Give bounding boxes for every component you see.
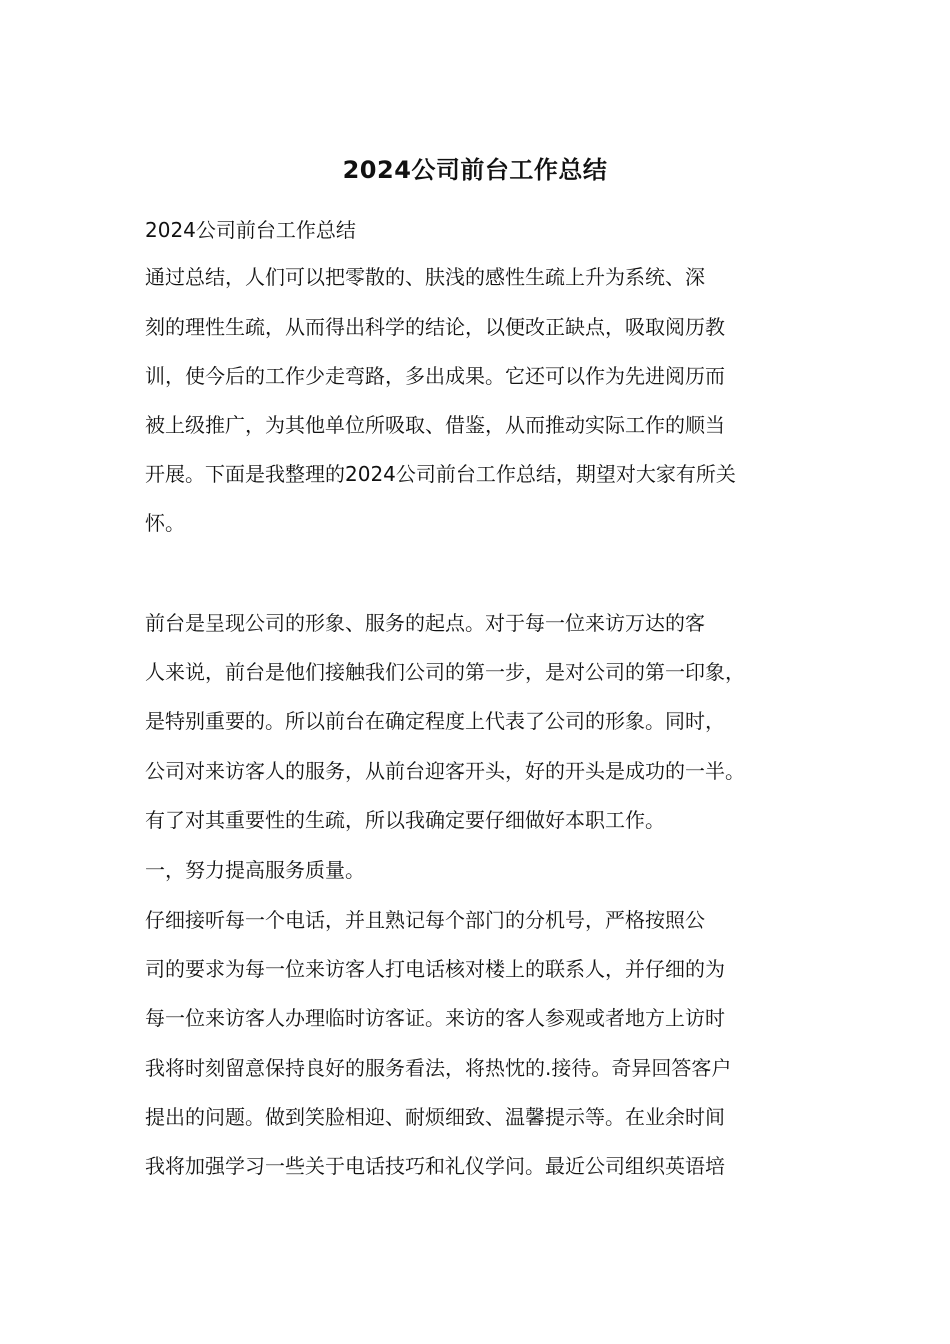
paragraph-line: 前台是呈现公司的形象、服务的起点。对于每一位来访万达的客: [145, 611, 705, 635]
paragraph-line: 被上级推广，为其他单位所吸取、借鉴，从而推动实际工作的顺当: [145, 413, 725, 437]
paragraph-line: 仔细接听每一个电话，并且熟记每个部门的分机号，严格按照公: [145, 908, 705, 932]
paragraph-line: 有了对其重要性的生疏，所以我确定要仔细做好本职工作。: [145, 808, 665, 832]
paragraph-line: 提出的问题。做到笑脸相迎、耐烦细致、温馨提示等。在业余时间: [145, 1105, 725, 1129]
paragraph-line: 通过总结，人们可以把零散的、肤浅的感性生疏上升为系统、深: [145, 265, 705, 289]
paragraph-line: 公司对来访客人的服务，从前台迎客开头，好的开头是成功的一半。: [145, 759, 745, 783]
paragraph-line: 是特别重要的。所以前台在确定程度上代表了公司的形象。同时，: [145, 709, 725, 733]
document-title: 2024公司前台工作总结: [342, 156, 608, 184]
paragraph-line: 每一位来访客人办理临时访客证。来访的客人参观或者地方上访时: [145, 1006, 725, 1030]
section-heading: 一，努力提高服务质量。: [145, 858, 365, 882]
subtitle-line: 2024公司前台工作总结: [145, 218, 356, 242]
paragraph-line: 刻的理性生疏，从而得出科学的结论，以便改正缺点，吸取阅历教: [145, 315, 725, 339]
paragraph-line: 开展。下面是我整理的2024公司前台工作总结，期望对大家有所关: [145, 462, 736, 486]
paragraph-line: 我将时刻留意保持良好的服务看法，将热忱的.接待。奇异回答客户: [145, 1056, 732, 1080]
paragraph-line: 司的要求为每一位来访客人打电话核对楼上的联系人，并仔细的为: [145, 957, 725, 981]
paragraph-line: 我将加强学习一些关于电话技巧和礼仪学问。最近公司组织英语培: [145, 1154, 725, 1178]
paragraph-line: 人来说，前台是他们接触我们公司的第一步，是对公司的第一印象，: [145, 660, 745, 684]
paragraph-line: 怀。: [145, 511, 185, 535]
paragraph-line: 训，使今后的工作少走弯路，多出成果。它还可以作为先进阅历而: [145, 364, 725, 388]
